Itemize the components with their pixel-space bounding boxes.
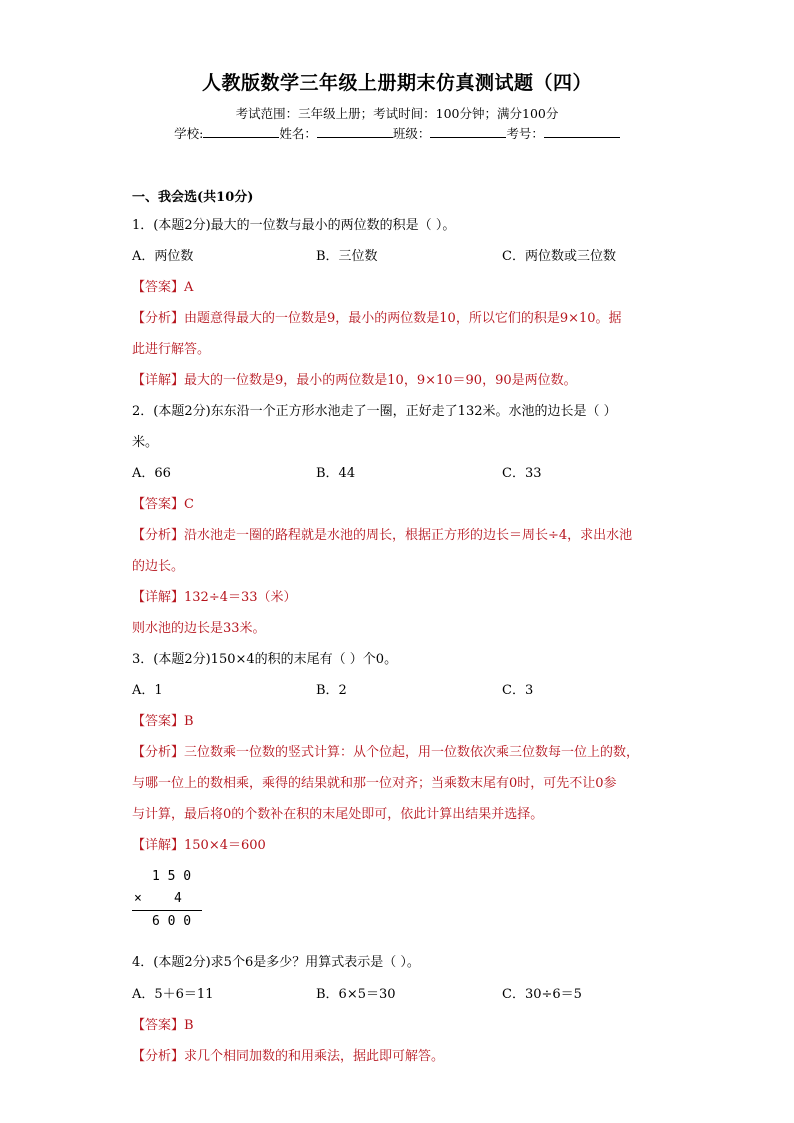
analysis-text: 三位数乘一位数的竖式计算：从个位起，用一位数依次乘三位数每一位上的数，: [184, 745, 640, 760]
school-field[interactable]: [203, 125, 279, 138]
question-2-option-a: A．66: [132, 466, 171, 481]
student-info-row: [0, 124, 794, 142]
vertical-calc-rule: [132, 910, 202, 911]
school-label: 学校:: [174, 126, 204, 141]
question-2-option-b: B．44: [316, 466, 356, 481]
answer-value: B: [184, 1018, 194, 1033]
question-2-option-c: C．33: [502, 466, 542, 481]
detail-text: 最大的一位数是9，最小的两位数是10，9×10＝90，90是两位数。: [184, 373, 577, 388]
question-2-analysis: [132, 524, 632, 543]
question-4-option-b: B．6×5＝30: [316, 987, 396, 1002]
detail-text: 132÷4＝33（米）: [184, 590, 297, 605]
question-2-detail: [132, 586, 297, 605]
question-3-analysis-cont: 与哪一位上的数相乘，乘得的结果就和那一位对齐；当乘数末尾有0时，可先不让0参: [132, 776, 617, 791]
question-3-stem: 3．(本题2分)150×4的积的末尾有（ ）个0。: [132, 652, 398, 667]
section-title: 一、我会选(共10分): [132, 190, 254, 205]
analysis-text: 由题意得最大的一位数是9，最小的两位数是10，所以它们的积是9×10。据: [184, 311, 622, 326]
detail-tag: 【详解】: [132, 590, 185, 605]
analysis-text: 沿水池走一圈的路程就是水池的周长，根据正方形的边长＝周长÷4，求出水池: [184, 528, 633, 543]
question-2-stem: 2．(本题2分)东东沿一个正方形水池走了一圈，正好走了132米。水池的边长是（ ）: [132, 404, 617, 419]
answer-value: A: [184, 280, 194, 295]
vertical-calc-multiplier: 4: [174, 891, 182, 906]
vertical-calc-product: 6 0 0: [152, 914, 192, 929]
number-label: 考号：: [506, 126, 544, 141]
question-3-option-a: A．1: [132, 683, 163, 698]
question-3-detail: [132, 834, 266, 853]
detail-text: 150×4＝600: [184, 838, 266, 853]
question-2-stem-cont: 米。: [132, 435, 159, 450]
question-3-answer: [132, 710, 194, 729]
analysis-tag: 【分析】: [132, 311, 185, 326]
class-label: 班级：: [392, 126, 431, 141]
name-label: 姓名：: [279, 126, 317, 141]
answer-value: B: [184, 714, 194, 729]
detail-tag: 【详解】: [132, 373, 185, 388]
question-3-option-b: B．2: [316, 683, 347, 698]
question-3-analysis: [132, 741, 639, 760]
question-4-stem: 4．(本题2分)求5个6是多少？用算式表示是（ ）。: [132, 955, 420, 970]
class-field[interactable]: [430, 125, 506, 138]
question-4-analysis: [132, 1045, 444, 1064]
question-2-analysis-cont: 的边长。: [132, 559, 185, 574]
name-field[interactable]: [317, 125, 393, 138]
answer-tag: 【答案】: [132, 280, 185, 295]
question-1-option-b: B．三位数: [316, 249, 378, 264]
answer-value: C: [184, 497, 194, 512]
question-1-option-a: A．两位数: [132, 249, 194, 264]
question-4-answer: [132, 1014, 194, 1033]
exam-meta: 考试范围：三年级上册；考试时间：100分钟；满分100分: [235, 106, 559, 121]
analysis-tag: 【分析】: [132, 528, 185, 543]
question-1-answer: [132, 276, 193, 295]
answer-tag: 【答案】: [132, 497, 185, 512]
answer-tag: 【答案】: [132, 1018, 185, 1033]
detail-tag: 【详解】: [132, 838, 185, 853]
analysis-tag: 【分析】: [132, 1049, 185, 1064]
analysis-text: 求几个相同加数的和用乘法，据此即可解答。: [184, 1049, 445, 1064]
vertical-calc-times-sign: ×: [134, 891, 142, 906]
question-1-option-c: C．两位数或三位数: [502, 249, 616, 264]
question-1-detail: [132, 369, 577, 388]
question-4-option-a: A．5＋6＝11: [132, 987, 214, 1002]
question-1-stem: 1．(本题2分)最大的一位数与最小的两位数的积是（ ）。: [132, 218, 456, 233]
question-3-analysis-cont-2: 与计算，最后将0的个数补在积的末尾处即可，依此计算出结果并选择。: [132, 807, 544, 822]
page-title: 人教版数学三年级上册期末仿真测试题（四）: [201, 72, 592, 94]
number-field[interactable]: [544, 125, 620, 138]
analysis-tag: 【分析】: [132, 745, 185, 760]
vertical-calc-multiplicand: 1 5 0: [152, 869, 192, 884]
question-3-option-c: C．3: [502, 683, 534, 698]
question-2-answer: [132, 493, 194, 512]
question-1-analysis: [132, 307, 622, 326]
answer-tag: 【答案】: [132, 714, 185, 729]
question-2-detail-cont: 则水池的边长是33米。: [132, 621, 266, 636]
question-1-analysis-cont: 此进行解答。: [132, 342, 211, 357]
question-4-option-c: C．30÷6＝5: [502, 987, 582, 1002]
